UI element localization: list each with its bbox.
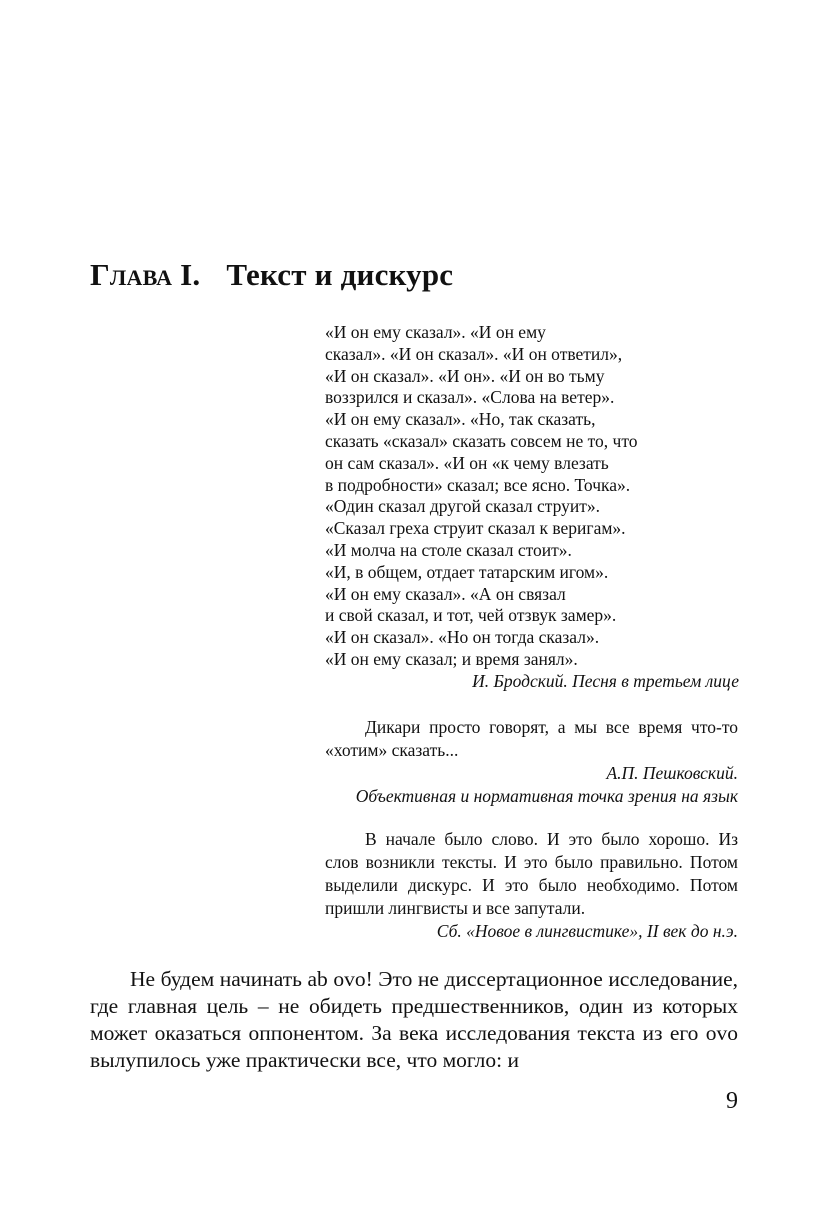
- poem-line: «И он ему сказал; и время занял».: [325, 648, 578, 669]
- poem-line: он сам сказал». «И он «к чему влезать: [325, 452, 609, 473]
- poem-line: сказать «сказал» сказать совсем не то, что: [325, 430, 638, 451]
- poem-line: «И он сказал». «И он». «И он во тьму: [325, 365, 605, 386]
- poem-attribution: И. Бродский. Песня в третьем лице: [472, 670, 739, 691]
- epigraph-quote: В начале было слово. И это было хорошо. Из слов возникли тексты. И это было правильно. Потом выделили дискурс. И это было необходимо. Потом пришли лингвисты и все запутали.: [325, 829, 738, 918]
- epigraph-author: А.П. Пешковский.: [606, 763, 738, 783]
- epigraph-peshkovsky: [305, 716, 738, 808]
- poem-line: и свой сказал, и тот, чей отзвук замер».: [325, 605, 617, 626]
- epigraph-attribution: Сб. «Новое в лингвистике», II век до н.э.: [436, 921, 738, 941]
- poem-line: сказал». «И он сказал». «И он ответил»,: [325, 343, 623, 364]
- poem-line: «И, в общем, отдает татарским игом».: [325, 561, 609, 582]
- epigraph-poem: [325, 322, 745, 693]
- epigraph-collection: [325, 828, 738, 943]
- poem-line: «И молча на столе сказал стоит».: [325, 539, 572, 560]
- poem-line: в подробности» сказал; все ясно. Точка».: [325, 474, 631, 495]
- poem-line: воззрился и сказал». «Слова на ветер».: [325, 387, 615, 408]
- epigraph-source: Объективная и нормативная точка зрения на язык: [355, 786, 738, 806]
- poem-line: «Сказал греха струит сказал к веригам».: [325, 518, 626, 539]
- poem-line: «И он ему сказал». «А он связал: [325, 583, 566, 604]
- poem-line: «И он ему сказал». «И он ему: [325, 322, 546, 342]
- poem-line: «И он ему сказал». «Но, так сказать,: [325, 409, 596, 430]
- poem-line: «Один сказал другой сказал струит».: [325, 496, 601, 517]
- chapter-title: [90, 255, 453, 295]
- epigraph-quote: Дикари просто говорят, а мы все время что-то «хотим» сказать...: [325, 717, 738, 760]
- chapter-name: Текст и дискурс: [226, 257, 454, 292]
- poem-line: «И он сказал». «Но он тогда сказал».: [325, 627, 600, 648]
- body-paragraph: Не будем начинать ab ovo! Это не диссертационное исследование, где главная цель – не обидеть предшественников, один из которых может оказаться оппонентом. За века исследования текста из его ovo вылупилось уже практически все, что могло: и: [90, 967, 738, 1072]
- page-number: 9: [726, 1088, 738, 1114]
- chapter-label: Глава I.: [90, 257, 201, 292]
